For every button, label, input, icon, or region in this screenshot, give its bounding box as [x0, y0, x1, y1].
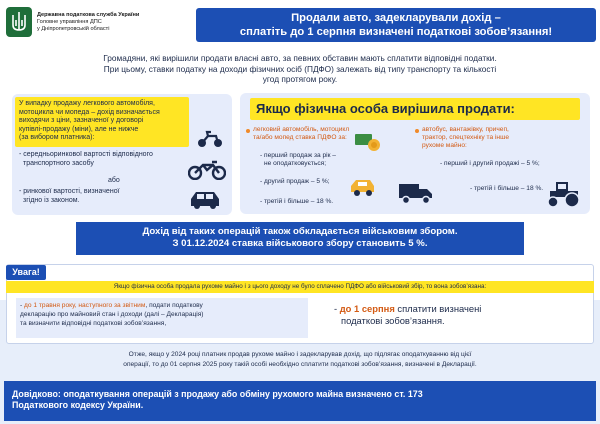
dash: -	[334, 303, 340, 314]
hl-line: виходячи з ціни, зазначеної у договорі	[19, 117, 144, 124]
summary-text	[20, 350, 580, 369]
item-line: - середньоринкової вартості відповідного	[19, 151, 153, 158]
motorcycle-icon	[188, 158, 226, 180]
moped-icon	[196, 130, 224, 148]
hl-line: У випадку продажу легкового автомобіля,	[19, 100, 155, 107]
second-sale-item: - другий продаж – 5 %;	[260, 178, 330, 185]
text: податкові зобов’язання.	[341, 315, 445, 326]
decision-banner: Якщо фізична особа вирішила продати:	[250, 98, 580, 120]
third-sale-item: - третій і більше – 18 %.	[260, 198, 334, 205]
head-line: рухоме майно:	[422, 142, 467, 149]
tractor-icon	[544, 178, 584, 208]
declaration-deadline-item	[16, 298, 308, 338]
reference-banner	[4, 381, 596, 421]
car-icon	[188, 188, 222, 210]
reference-line1: Довідково: оподаткування операцій з продажу або обміну рухомого майна визначено ст. 173	[12, 389, 423, 399]
head-line: автобус, вантажівку, причеп,	[422, 126, 509, 133]
item-line: транспортного засобу	[23, 159, 94, 167]
levy-line2: З 01.12.2024 ставка військового збору становить 5 %.	[172, 238, 428, 249]
hl-line: мотоцикла чи мопеда – дохід визначається	[19, 108, 160, 116]
text: та визначити відповідні податкові зобов’язання,	[20, 320, 167, 327]
agency-logo-block	[6, 6, 194, 38]
other-property-heading	[422, 126, 509, 150]
payment-deadline-item	[334, 303, 584, 333]
coins-icon	[354, 131, 382, 153]
military-levy-banner	[76, 222, 524, 255]
item-line: згідно із законом.	[23, 196, 80, 204]
head-line: легковий автомобіль, мотоцикл	[253, 126, 350, 133]
summary-line2: операції, то до 01 серпня 2025 року такій особі необхідно сплатити податкові зобов’язання, визначені в Декларації.	[123, 360, 477, 368]
trident-icon	[6, 7, 32, 37]
third-plus-sale-item: - третій і більше – 18 %.	[470, 185, 544, 192]
car-category-heading	[253, 126, 349, 142]
warning-condition: Якщо фізична особа продала рухоме майно і з цього доходу не було сплачено ПДФО або військовий збір, то вона зобов’язана:	[6, 281, 594, 293]
text: , подати податкову	[145, 302, 203, 309]
first-sale-item	[260, 152, 336, 168]
agency-name: Державна податкова служба України	[37, 11, 140, 18]
text: декларацію про майновий стан і доходи (далі – Декларація)	[20, 311, 204, 318]
hl-line: купівлі-продажу (міни), але не нижче	[19, 125, 139, 133]
levy-line1: Дохід від таких операцій також обкладається військовим збором.	[142, 226, 458, 237]
intro-line3: угод протягом року.	[262, 74, 338, 84]
car-parts-icon	[348, 174, 380, 198]
bullet-dot	[246, 129, 250, 133]
item-line: - перший продаж за рік –	[260, 152, 336, 159]
dash: -	[20, 302, 25, 309]
left-highlight-text	[19, 100, 160, 143]
intro-text	[20, 53, 580, 85]
item-line: - ринкової вартості, визначеної	[19, 188, 120, 195]
head-line: трактор, спецтехніку та інше	[422, 134, 510, 141]
item-line: не оподатковується;	[264, 160, 327, 167]
truck-icon	[398, 181, 434, 205]
head-line: та/або мопед ставка ПДФО за:	[253, 134, 347, 141]
declaration-deadline: до 1 травня року, наступного за звітним	[24, 302, 146, 309]
hl-line: (за вибором платника):	[19, 134, 95, 141]
page-title	[196, 8, 596, 42]
department-line2: у Дніпропетровській області	[37, 25, 110, 32]
first-second-sale-item: - перший і другий продажі – 5 %;	[440, 160, 540, 167]
market-value-item	[19, 188, 120, 205]
intro-line2: При цьому, ставки податку на доходи фізичних осіб (ПДФО) залежать від типу транспорту та кількості	[103, 63, 497, 74]
department-line1: Головне управління ДПС	[37, 18, 102, 25]
payment-deadline: до 1 серпня	[339, 303, 395, 314]
bullet-dot	[415, 129, 419, 133]
title-line2: сплатіть до 1 серпня визначені податкові зобов’язання!	[239, 26, 553, 38]
intro-line1: Громадяни, які вирішили продати власні авто, за певних обставин мають сплатити відповідні податки.	[103, 53, 497, 63]
or-label: або	[108, 177, 120, 184]
warning-label: Увага!	[6, 265, 46, 280]
market-average-item	[19, 151, 153, 168]
text: сплатити визначені	[394, 303, 482, 314]
summary-line1: Отже, якщо у 2024 році платник продав рухоме майно і задекларував дохід, що підлягає оподаткуванню від цієї	[128, 351, 472, 358]
title-line1: Продали авто, задекларували дохід –	[291, 12, 501, 24]
reference-line2: Податкового кодексу України.	[12, 400, 144, 410]
